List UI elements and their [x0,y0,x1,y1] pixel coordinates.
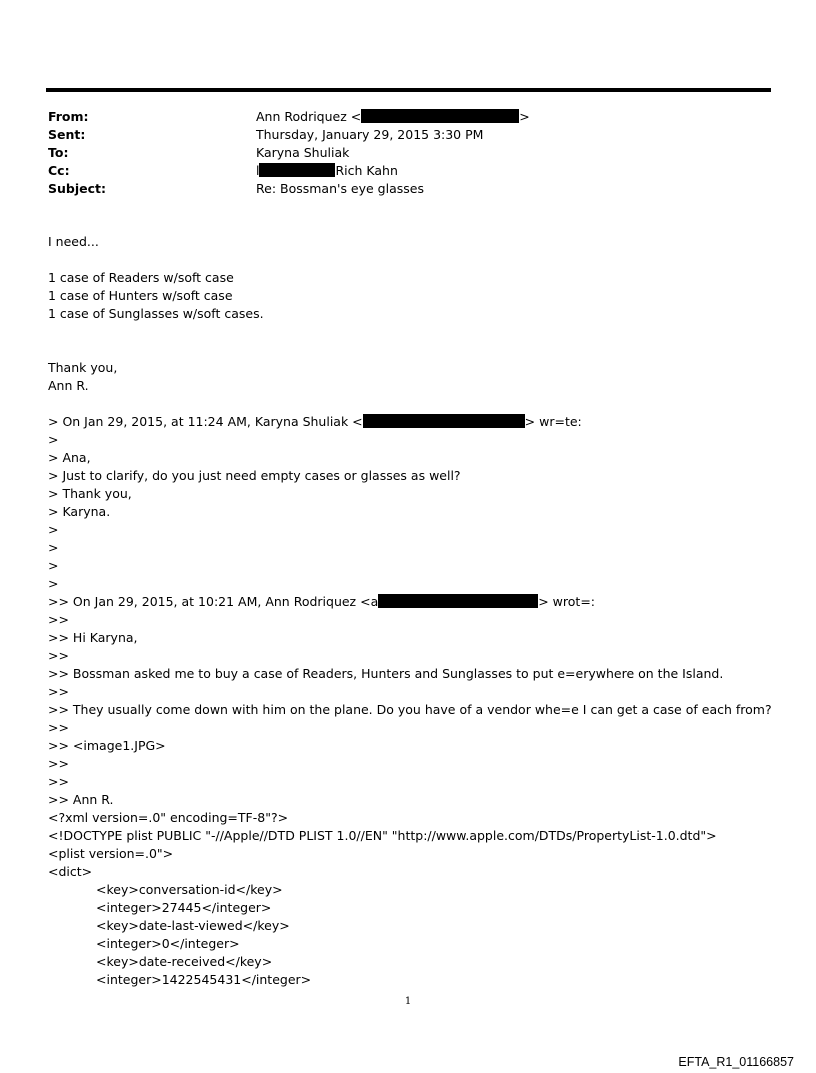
quote1-lines [48,431,788,593]
quote1-intro: > On Jan 29, 2015, at 11:24 AM, Karyna Shuliak < > wr=te: [48,414,582,429]
sent-label: Sent: [48,127,86,142]
from-label: From: [48,109,89,124]
body-line: <key>date-last-viewed</key> [96,918,290,933]
header-rule [46,88,771,92]
body-line: <key>conversation-id</key> [96,882,283,897]
body-line: I need... [48,234,99,249]
body-line: > Ana, [48,450,91,465]
body-line: <integer>1422545431</integer> [96,972,312,987]
body-line: > Just to clarify, do you just need empty cases or glasses as well? [48,468,461,483]
body-line: <dict> [48,864,93,879]
message-lines [48,233,788,413]
body-line [48,395,788,413]
body-line: 1 case of Readers w/soft case [48,270,234,285]
subject-label: Subject: [48,181,106,196]
body-line: > [48,432,59,447]
body-line: <plist version=.0"> [48,846,174,861]
redaction-bar [259,163,335,177]
body-line: 1 case of Sunglasses w/soft cases. [48,306,264,321]
body-line: <integer>27445</integer> [96,900,272,915]
cc-value: l Rich Kahn [256,163,398,178]
body-line: <key>date-received</key> [96,954,273,969]
redaction-bar [363,414,525,428]
plist-lines [48,881,788,989]
body-line: > [48,540,59,555]
body-line [48,323,788,341]
body-line: > Thank you, [48,486,132,501]
body-line: >> <image1.JPG> [48,738,166,753]
body-line: >> Bossman asked me to buy a case of Readers, Hunters and Sunglasses to put e=erywhere on the Island. [48,666,724,681]
to-value: Karyna Shuliak [256,145,350,160]
body-line: >> [48,648,69,663]
body-line: Ann R. [48,378,89,393]
body-line: >> [48,612,69,627]
body-line: <?xml version=.0" encoding=TF-8"?> [48,810,289,825]
body-line: >> Hi Karyna, [48,630,138,645]
body-line: >> [48,720,69,735]
body-line: > Karyna. [48,504,111,519]
quote2-intro: >> On Jan 29, 2015, at 10:21 AM, Ann Rodriquez <a > wrot=: [48,594,596,609]
body-line: >> Ann R. [48,792,114,807]
body-line: 1 case of Hunters w/soft case [48,288,233,303]
email-body [48,233,788,989]
cc-label: Cc: [48,163,70,178]
body-line: > [48,522,59,537]
redaction-bar [361,109,519,123]
body-line: > [48,576,59,591]
body-line: <!DOCTYPE plist PUBLIC "-//Apple//DTD PLIST 1.0//EN" "http://www.apple.com/DTDs/PropertyList-1.0.dtd"> [48,828,717,843]
body-line: >> [48,756,69,771]
body-line: <integer>0</integer> [96,936,240,951]
body-line: > [48,558,59,573]
body-line: >> [48,774,69,789]
from-value: Ann Rodriquez < > [256,109,530,124]
to-label: To: [48,145,69,160]
page-number: 1 [404,996,412,1007]
body-line: Thank you, [48,360,118,375]
quote2-lines [48,611,788,881]
redaction-bar [378,594,538,608]
body-line [48,251,788,269]
bates-number: EFTA_R1_01166857 [678,1055,794,1069]
body-line [48,341,788,359]
sent-value: Thursday, January 29, 2015 3:30 PM [256,127,484,142]
body-line: >> They usually come down with him on the plane. Do you have of a vendor whe=e I can get a case of each from? [48,702,772,717]
body-line: >> [48,684,69,699]
subject-value: Re: Bossman's eye glasses [256,181,424,196]
